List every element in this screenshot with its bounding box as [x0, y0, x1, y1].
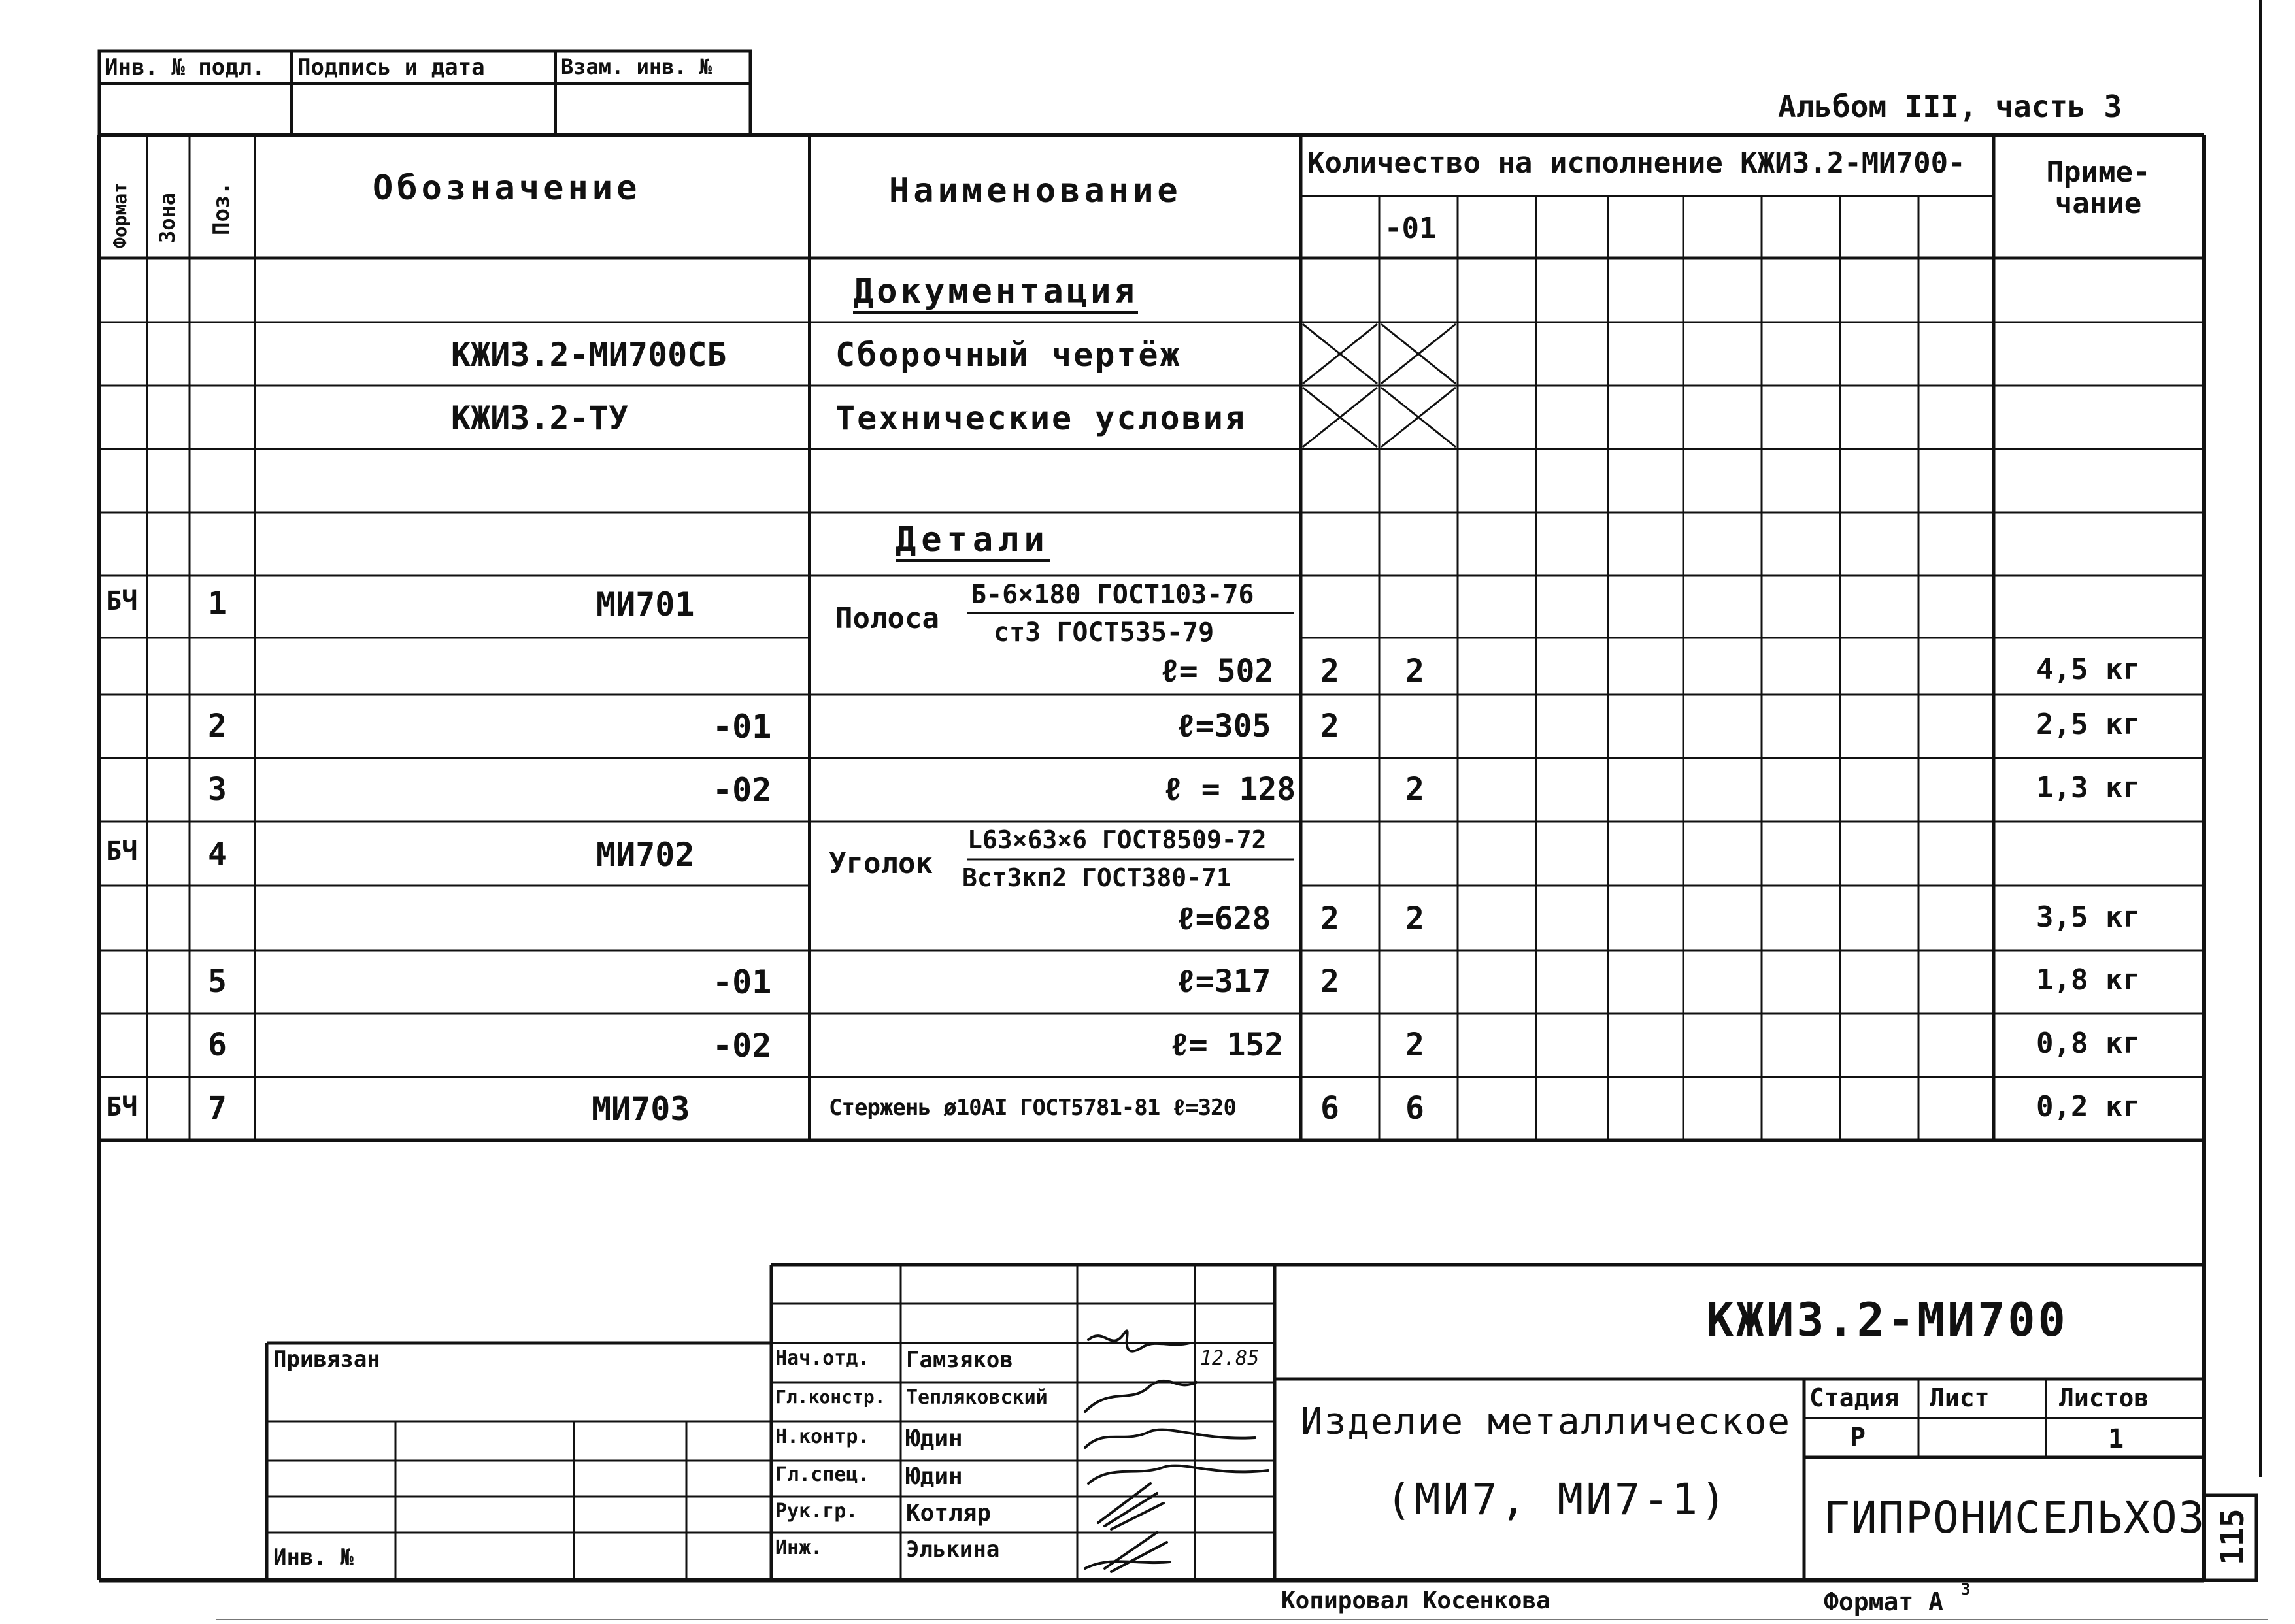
- item-note: 1,3 кг: [2036, 771, 2140, 804]
- album-label: Альбом III, часть 3: [1778, 89, 2122, 124]
- header-variant-01: -01: [1384, 212, 1437, 245]
- header-name: Наименование: [889, 171, 1182, 210]
- item-designation: -01: [712, 963, 772, 1001]
- sheet-label: Лист: [1930, 1384, 1990, 1412]
- item-qty-1: 6: [1320, 1090, 1339, 1127]
- role-label: Н.контр.: [775, 1425, 870, 1448]
- item-qty-2: 6: [1405, 1090, 1424, 1127]
- page-number: 115: [2215, 1508, 2251, 1565]
- item-pos: 4: [208, 836, 227, 872]
- item-length: ℓ= 152: [1170, 1027, 1284, 1063]
- title-line-1: Изделие металлическое: [1301, 1400, 1792, 1443]
- header-zone: Зона: [155, 192, 180, 243]
- item-format: БЧ: [106, 837, 138, 867]
- item-pos: 5: [208, 963, 227, 1000]
- header-quantity: Количество на исполнение КЖИ3.2-МИ700-: [1307, 146, 1966, 180]
- copied-by: Копировал Косенкова: [1281, 1587, 1550, 1614]
- item-qty-2: 2: [1405, 653, 1424, 689]
- item-note: 0,2 кг: [2036, 1090, 2140, 1123]
- item-name-prefix: Полоса: [835, 602, 939, 635]
- item-length: ℓ=317: [1177, 963, 1271, 1000]
- item-designation: -01: [712, 708, 772, 746]
- inv-number-label: Инв. №: [273, 1544, 354, 1570]
- role-name: Юдин: [906, 1463, 963, 1490]
- role-name: Элькина: [906, 1536, 1000, 1563]
- item-note: 2,5 кг: [2036, 708, 2140, 741]
- item-name-top: L63×63×6 ГОСТ8509-72: [967, 825, 1267, 854]
- replacement-inv-label: Взам. инв. №: [561, 54, 712, 79]
- role-label: Гл.спец.: [775, 1463, 870, 1486]
- item-pos: 1: [208, 586, 227, 622]
- item-qty-2: 2: [1405, 1027, 1424, 1063]
- item-length: ℓ=628: [1177, 901, 1271, 937]
- item-pos: 7: [208, 1090, 227, 1127]
- doc-row-name: Технические условия: [835, 399, 1247, 437]
- item-designation: МИ701: [596, 586, 695, 623]
- section-documentation: Документация: [853, 274, 1138, 314]
- item-name-bottom: Вст3кп2 ГОСТ380-71: [962, 863, 1231, 892]
- doc-row-designation: КЖИ3.2-ТУ: [451, 399, 628, 437]
- doc-code: КЖИ3.2-МИ700: [1706, 1293, 2068, 1347]
- role-label: Гл.констр.: [775, 1386, 886, 1408]
- item-qty-2: 2: [1405, 771, 1424, 808]
- organization: ГИПРОНИСЕЛЬХОЗ: [1824, 1493, 2206, 1543]
- role-date: 12.85: [1200, 1347, 1260, 1370]
- doc-row-name: Сборочный чертёж: [835, 336, 1182, 374]
- header-pos: Поз.: [209, 182, 235, 235]
- item-qty-2: 2: [1405, 901, 1424, 937]
- role-label: Рук.гр.: [775, 1500, 858, 1523]
- item-qty-1: 2: [1320, 708, 1339, 744]
- item-designation: -02: [712, 771, 772, 809]
- header-designation: Обозначение: [373, 169, 641, 208]
- format-label: Формат А: [1824, 1587, 1944, 1616]
- role-name: Котляр: [906, 1500, 992, 1527]
- role-label: Инж.: [775, 1536, 823, 1559]
- bound-label: Привязан: [273, 1346, 380, 1372]
- section-details: Детали: [896, 523, 1050, 562]
- item-pos: 2: [208, 708, 227, 744]
- format-suffix: 3: [1961, 1580, 1971, 1599]
- inv-orig-label: Инв. № подл.: [105, 54, 265, 80]
- item-qty-1: 2: [1320, 901, 1339, 937]
- sheets-label: Листов: [2059, 1384, 2149, 1412]
- item-note: 4,5 кг: [2036, 653, 2140, 686]
- item-name-prefix: Уголок: [829, 847, 933, 880]
- role-name: Тепляковский: [906, 1386, 1048, 1409]
- item-name-top: Б-6×180 ГОСТ103-76: [971, 580, 1254, 610]
- item-note: 3,5 кг: [2036, 901, 2140, 934]
- item-format: БЧ: [106, 586, 138, 616]
- item-length: ℓ=305: [1177, 708, 1271, 744]
- item-pos: 3: [208, 771, 227, 808]
- role-name: Юдин: [906, 1425, 963, 1452]
- role-name: Гамзяков: [906, 1347, 1013, 1373]
- item-designation: МИ703: [592, 1090, 690, 1128]
- item-name-bottom: ст3 ГОСТ535-79: [994, 618, 1215, 648]
- item-format: БЧ: [106, 1092, 138, 1122]
- item-length: ℓ= 502: [1160, 653, 1274, 689]
- item-note: 0,8 кг: [2036, 1027, 2140, 1060]
- item-designation: МИ702: [596, 836, 695, 874]
- signature-date-label: Подпись и дата: [297, 54, 485, 80]
- item-length: ℓ = 128: [1164, 771, 1296, 808]
- role-label: Нач.отд.: [775, 1347, 870, 1370]
- header-format: Формат: [109, 182, 131, 248]
- item-qty-1: 2: [1320, 963, 1339, 1000]
- item-note: 1,8 кг: [2036, 963, 2140, 997]
- item-designation: -02: [712, 1027, 772, 1065]
- doc-row-designation: КЖИ3.2-МИ700СБ: [451, 336, 727, 374]
- header-note: Приме-чание: [2046, 156, 2151, 221]
- item-name: Стержень ø10АI ГОСТ5781-81 ℓ=320: [829, 1095, 1236, 1121]
- title-line-2: (МИ7, МИ7-1): [1386, 1474, 1729, 1525]
- stage-label: Стадия: [1809, 1384, 1900, 1412]
- item-pos: 6: [208, 1027, 227, 1063]
- stage-value: Р: [1850, 1423, 1866, 1453]
- sheets-value: 1: [2108, 1424, 2124, 1454]
- item-qty-1: 2: [1320, 653, 1339, 689]
